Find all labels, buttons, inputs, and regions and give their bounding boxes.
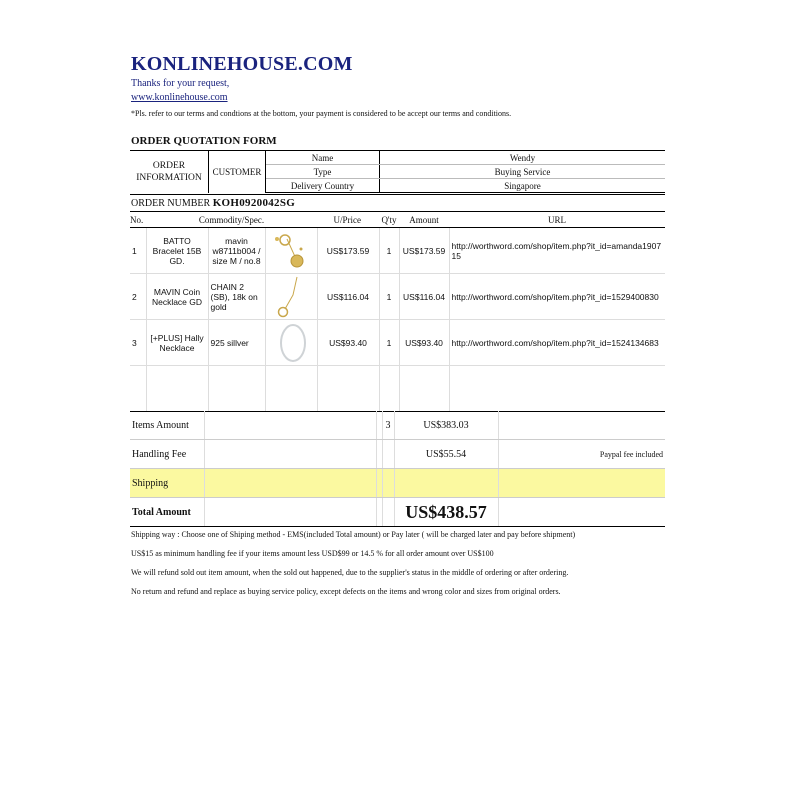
gold-coin-necklace-image [265,274,317,320]
table-row [130,274,665,320]
shipping-label: Shipping [130,469,204,498]
field-value: Wendy [380,151,666,165]
handling-fee-note: Paypal fee included [498,440,665,469]
footnote-shipping: Shipping way : Choose one of Shiping method - EMS(included Total amount) or Pay later ( will be charged later and pay before shipment) [131,530,576,539]
row-amount: US$93.40 [399,320,449,366]
divider [130,194,665,195]
customer-label: CUSTOMER [209,151,266,193]
col-price: U/Price [317,213,379,228]
total-amount-value: US$438.57 [394,498,498,527]
row-commodity: [+PLUS] Hally Necklace [146,320,208,366]
row-spec: mavin w8711b004 / size M / no.8 [208,228,265,274]
order-info-table [130,150,665,193]
empty-row [130,366,665,412]
col-qty: Q'ty [379,213,399,228]
row-price: US$116.04 [317,274,379,320]
row-commodity: BATTO Bracelet 15B GD. [146,228,208,274]
footnote-refund: We will refund sold out item amount, when the sold out happened, due to the supplier's status in the middle of ordering or after ordering. [131,568,569,577]
row-url[interactable]: http://worthword.com/shop/item.php?it_id=1529400830 [449,274,665,320]
footnote-handling: US$15 as minimum handling fee if your items amount less USD$99 or 14.5 % for all order amount over US$100 [131,549,494,558]
field-label: Name [266,151,380,165]
row-price: US$173.59 [317,228,379,274]
handling-fee-label: Handling Fee [130,440,204,469]
field-value: Singapore [380,179,666,193]
form-title: ORDER QUOTATION FORM [131,135,277,147]
thanks-text: Thanks for your request, [131,78,230,89]
gold-bracelet-image [265,228,317,274]
order-number-value: KOH0920042SG [212,197,296,209]
field-label: Type [266,165,380,179]
footnote-policy: No return and refund and replace as buying service policy, except defects on the items and wrong color and sizes from original orders. [131,587,561,596]
website-link[interactable]: www.konlinehouse.com [131,92,228,103]
row-amount: US$173.59 [399,228,449,274]
row-url[interactable]: http://worthword.com/shop/item.php?it_id=1524134683 [449,320,665,366]
table-row [130,228,665,274]
silver-necklace-image [265,320,317,366]
row-qty: 1 [379,320,399,366]
divider [130,211,665,212]
field-label: Delivery Country [266,179,380,193]
row-spec: CHAIN 2 (SB), 18k on gold [208,274,265,320]
field-value: Buying Service [380,165,666,179]
row-no: 2 [130,274,146,320]
row-amount: US$116.04 [399,274,449,320]
row-spec: 925 sillver [208,320,265,366]
items-amount-label: Items Amount [130,411,204,440]
items-table [130,213,665,412]
row-url[interactable]: http://worthword.com/shop/item.php?it_id=amanda190715 [449,228,665,274]
row-price: US$93.40 [317,320,379,366]
items-amount-qty: 3 [382,411,394,440]
order-number-label: ORDER NUMBER [131,198,211,209]
order-info-label: ORDER INFORMATION [130,151,209,193]
col-commodity: Commodity/Spec. [146,213,317,228]
row-qty: 1 [379,228,399,274]
row-commodity: MAVIN Coin Necklace GD [146,274,208,320]
brand-title: KONLINEHOUSE.COM [131,53,353,75]
items-amount-value: US$383.03 [394,411,498,440]
row-no: 1 [130,228,146,274]
col-no: No. [130,213,146,228]
col-amount: Amount [399,213,449,228]
total-amount-label: Total Amount [130,498,204,527]
terms-notice: *Pls. refer to our terms and condtions at the bottom, your payment is considered to be accept our terms and conditions. [131,109,512,118]
handling-fee-value: US$55.54 [394,440,498,469]
col-url: URL [449,213,665,228]
row-qty: 1 [379,274,399,320]
row-no: 3 [130,320,146,366]
table-row [130,320,665,366]
order-number [131,197,295,209]
summary-table [130,411,665,527]
